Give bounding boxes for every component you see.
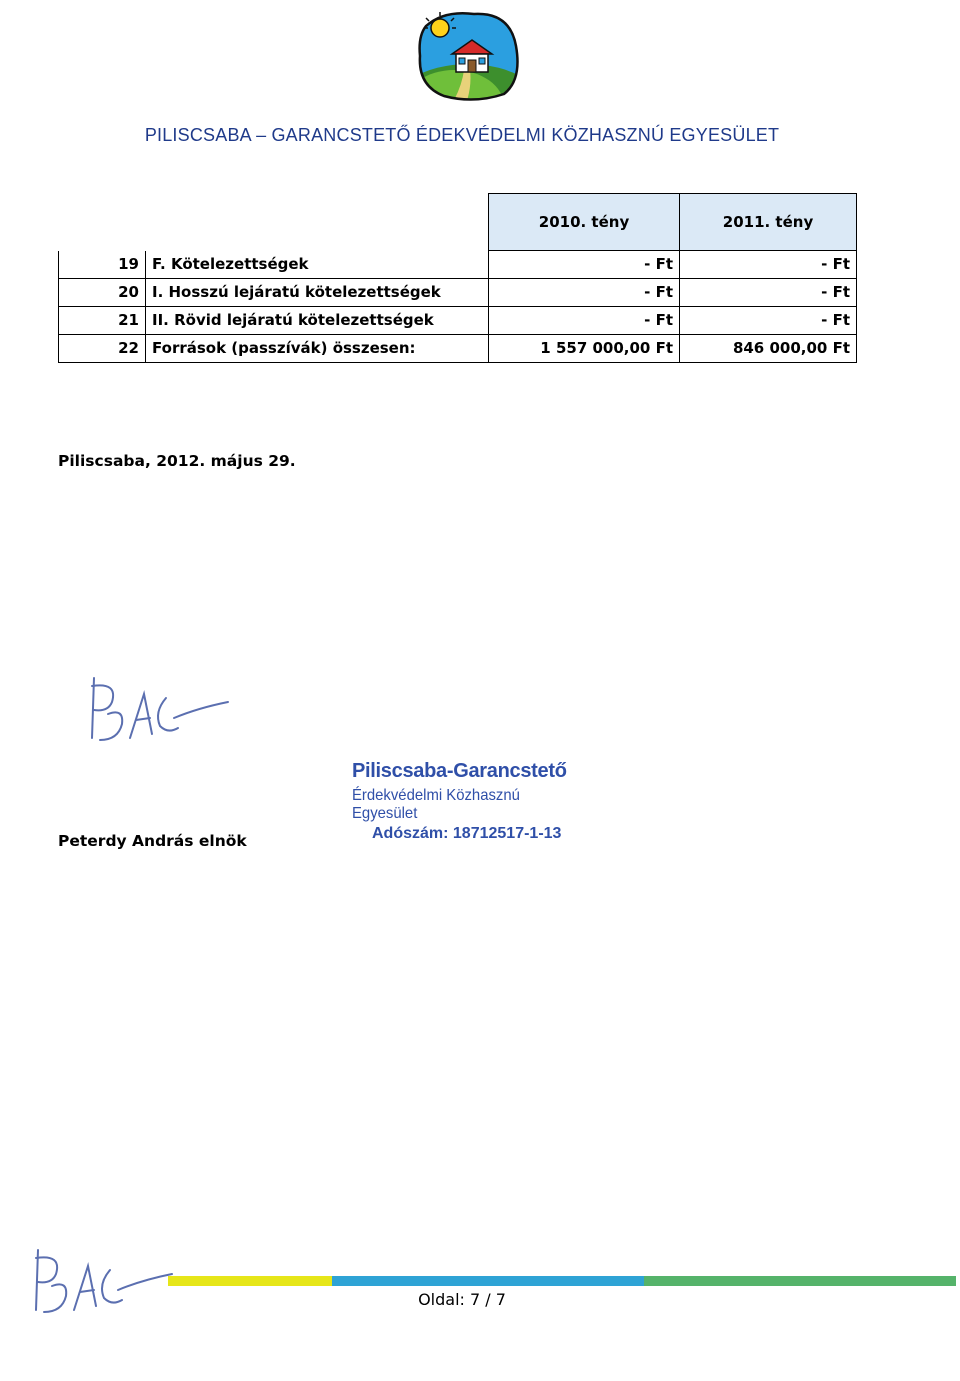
- place-and-date: Piliscsaba, 2012. május 29.: [58, 452, 296, 470]
- footer-bar-green: [644, 1276, 956, 1286]
- table-row-total: [59, 335, 857, 363]
- organization-stamp: [352, 760, 602, 843]
- row-label: F. Kötelezettségek: [152, 254, 309, 273]
- table-row: [59, 279, 857, 307]
- column-header-2010: 2010. tény: [489, 194, 680, 251]
- signer-name: Peterdy András elnök: [58, 832, 247, 850]
- value-2010: - Ft: [489, 307, 680, 335]
- house-sun-hill-logo-icon: [414, 6, 522, 104]
- organization-header: PILISCSABA – GARANCSTETŐ ÉDEKVÉDELMI KÖZHASZNÚ EGYESÜLET: [144, 125, 780, 145]
- value-2011: - Ft: [680, 251, 857, 279]
- signature-image: [78, 668, 238, 752]
- page-number: Oldal: 7 / 7: [418, 1290, 506, 1309]
- footer-bar-yellow: [168, 1276, 332, 1286]
- row-number: 22: [59, 335, 146, 363]
- footer-bar-blue: [332, 1276, 644, 1286]
- stamp-line-1: Piliscsaba-Garancstető: [352, 760, 567, 782]
- row-label: Források (passzívák) összesen:: [146, 335, 489, 363]
- row-number: 20: [59, 279, 146, 307]
- value-2010: 1 557 000,00 Ft: [489, 335, 680, 363]
- table-row: [59, 307, 857, 335]
- stamp-line-2: Érdekvédelmi Közhasznú Egyesület: [352, 787, 520, 822]
- row-number: 21: [59, 307, 146, 335]
- table-row: [59, 251, 857, 279]
- value-2010: - Ft: [489, 279, 680, 307]
- row-number: 19: [59, 251, 146, 279]
- stamp-line-3: Adószám: 18712517-1-13: [372, 825, 562, 842]
- value-2010: - Ft: [489, 251, 680, 279]
- row-label: I. Hosszú lejáratú kötelezettségek: [146, 279, 489, 307]
- value-2011: - Ft: [680, 279, 857, 307]
- footer-signature-image: [22, 1240, 182, 1324]
- column-header-2011: 2011. tény: [680, 194, 857, 251]
- table-header-row: [59, 194, 857, 251]
- row-label: II. Rövid lejáratú kötelezettségek: [146, 307, 489, 335]
- value-2011: - Ft: [680, 307, 857, 335]
- liabilities-table: [58, 193, 857, 363]
- value-2011: 846 000,00 Ft: [680, 335, 857, 363]
